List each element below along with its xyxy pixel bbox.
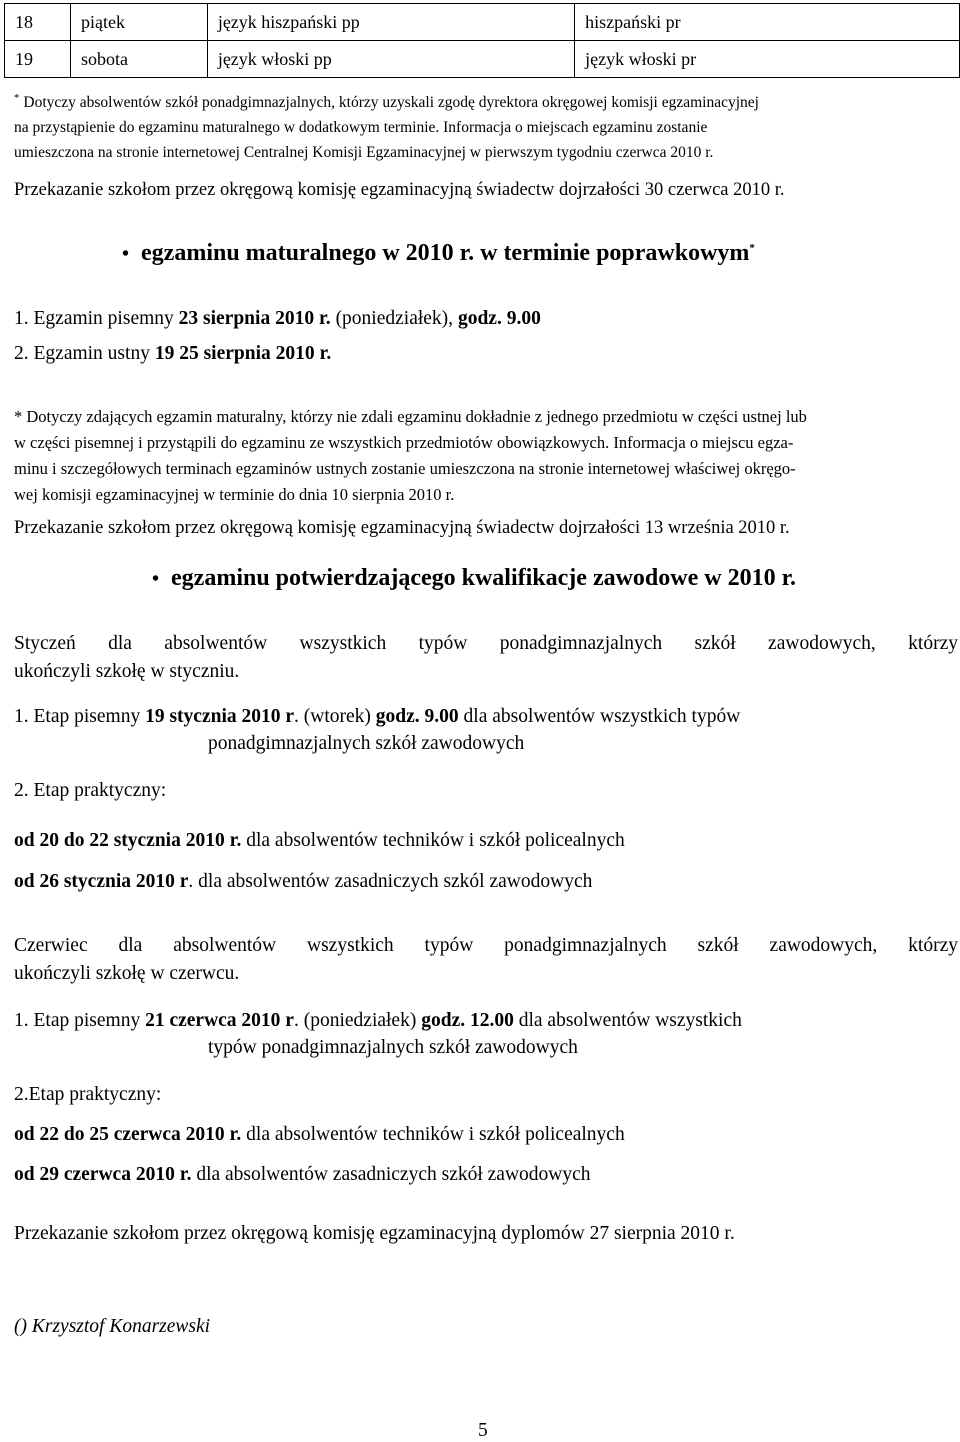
item-audience: dla absolwentów techników i szkół policealnych [241, 830, 625, 851]
june-intro [14, 932, 958, 988]
table-cell-day: piątek [70, 4, 207, 41]
intro-line: Styczeń dla absolwentów wszystkich typów ponadgimnazjalnych szkół zawodowych, którzy [14, 633, 958, 654]
item-date: 23 sierpnia 2010 r. [178, 308, 331, 329]
item-audience: . dla absolwentów zasadniczych szkól zawodowych [188, 871, 593, 892]
item-audience: dla absolwentów wszystkich typów [458, 706, 741, 727]
footnote-mark: * [14, 91, 20, 104]
footnote-additional-term [14, 90, 956, 165]
footnote-line: na przystąpienie do egzaminu maturalnego w dodatkowym terminie. Informacja o miejscach egzaminu zostanie [14, 119, 708, 136]
item-time: godz. 9.00 [375, 706, 459, 727]
june-written-item [14, 1010, 742, 1032]
item-label: 1. Etap pisemny [14, 1010, 146, 1031]
footnote-line: * Dotyczy zdających egzamin maturalny, którzy nie zdali egzaminu dokładnie z jednego przedmiotu w części ustnej lub [14, 407, 807, 426]
item-date: od 26 stycznia 2010 r [14, 871, 189, 892]
footnote-retake [14, 404, 956, 508]
intro-line: ukończyli szkołę w styczniu. [14, 661, 240, 682]
transfer-certificates-note: Przekazanie szkołom przez okręgową komisję egzaminacyjną świadectw dojrzałości 30 czerwca 2010 r. [14, 180, 785, 200]
practical-item [14, 871, 592, 893]
practical-item [14, 830, 625, 852]
signature: () Krzysztof Konarzewski [14, 1316, 211, 1337]
retake-written-item [14, 308, 541, 330]
section-heading-vocational [152, 565, 796, 592]
item-date: od 22 do 25 czerwca 2010 r. [14, 1124, 242, 1145]
table-cell-day: sobota [70, 41, 207, 78]
retake-oral-item [14, 343, 331, 365]
table-cell-exam-pr: hiszpański pr [575, 4, 960, 41]
footnote-line: umieszczona na stronie internetowej Centralnej Komisji Egzaminacyjnej w pierwszym tygodniu czerwca 2010 r. [14, 144, 714, 161]
item-date: 19 25 sierpnia 2010 r. [154, 343, 332, 364]
item-day: . (wtorek) [294, 706, 376, 727]
footnote-line: Dotyczy absolwentów szkół ponadgimnazjalnych, którzy uzyskali zgodę dyrektora okręgowej komisji egzaminacyjnej [23, 94, 759, 111]
table-row [5, 41, 960, 78]
bullet-icon: • [152, 568, 160, 590]
section-heading-text: egzaminu maturalnego w 2010 r. w terminie poprawkowym [141, 240, 750, 266]
table-cell-number: 18 [5, 4, 71, 41]
section-heading-text: egzaminu potwierdzającego kwalifikacje zawodowe w 2010 r. [171, 565, 797, 591]
item-audience: dla absolwentów zasadniczych szkół zawodowych [191, 1164, 591, 1185]
item-audience: dla absolwentów techników i szkół policealnych [241, 1124, 625, 1145]
item-date: od 20 do 22 stycznia 2010 r. [14, 830, 242, 851]
footnote-line: wej komisji egzaminacyjnej w terminie do dnia 10 sierpnia 2010 r. [14, 485, 455, 504]
practical-item [14, 1164, 591, 1186]
table-cell-exam-pp: język hiszpański pp [207, 4, 574, 41]
item-date: od 29 czerwca 2010 r. [14, 1164, 192, 1185]
item-audience: dla absolwentów wszystkich [513, 1010, 742, 1031]
table-cell-exam-pr: język włoski pr [575, 41, 960, 78]
item-date: 21 czerwca 2010 r [145, 1010, 294, 1031]
item-label: 2. Egzamin ustny [14, 343, 155, 364]
section-heading-retake [122, 240, 755, 267]
item-date: 19 stycznia 2010 r [145, 706, 295, 727]
item-time: godz. 12.00 [421, 1010, 514, 1031]
bullet-icon: • [122, 243, 130, 265]
item-day: . (poniedziałek) [293, 1010, 422, 1031]
transfer-diplomas-note: Przekazanie szkołom przez okręgową komisję egzaminacyjną dyplomów 27 sierpnia 2010 r. [14, 1223, 735, 1244]
practical-stage-label: 2. Etap praktyczny: [14, 780, 167, 801]
january-intro [14, 630, 958, 686]
footnote-line: w części pisemnej i przystąpili do egzaminu ze wszystkich przedmiotów obowiązkowych. Informacja o miejscu egza- [14, 433, 794, 452]
practical-stage-label: 2.Etap praktyczny: [14, 1084, 162, 1105]
january-written-item [14, 706, 740, 728]
item-time: godz. 9.00 [457, 308, 541, 329]
transfer-certificates-note: Przekazanie szkołom przez okręgową komisję egzaminacyjną świadectw dojrzałości 13 września 2010 r. [14, 518, 790, 538]
table-cell-exam-pp: język włoski pp [207, 41, 574, 78]
practical-item [14, 1124, 625, 1146]
page-number: 5 [478, 1420, 488, 1441]
item-day: (poniedziałek), [330, 308, 458, 329]
footnote-mark: * [749, 242, 755, 254]
item-label: 1. Etap pisemny [14, 706, 146, 727]
intro-line: Czerwiec dla absolwentów wszystkich typów ponadgimnazjalnych szkół zawodowych, którzy [14, 935, 958, 956]
table-cell-number: 19 [5, 41, 71, 78]
item-audience-continued: ponadgimnazjalnych szkół zawodowych [208, 733, 525, 754]
item-audience-continued: typów ponadgimnazjalnych szkół zawodowych [208, 1037, 578, 1058]
table-row [5, 4, 960, 41]
footnote-line: minu i szczegółowych terminach egzaminów ustnych zostanie umieszczona na stronie internetowej właściwej okręgo- [14, 459, 796, 478]
intro-line: ukończyli szkołę w czerwcu. [14, 963, 240, 984]
item-label: 1. Egzamin pisemny [14, 308, 179, 329]
schedule-table [4, 3, 960, 78]
